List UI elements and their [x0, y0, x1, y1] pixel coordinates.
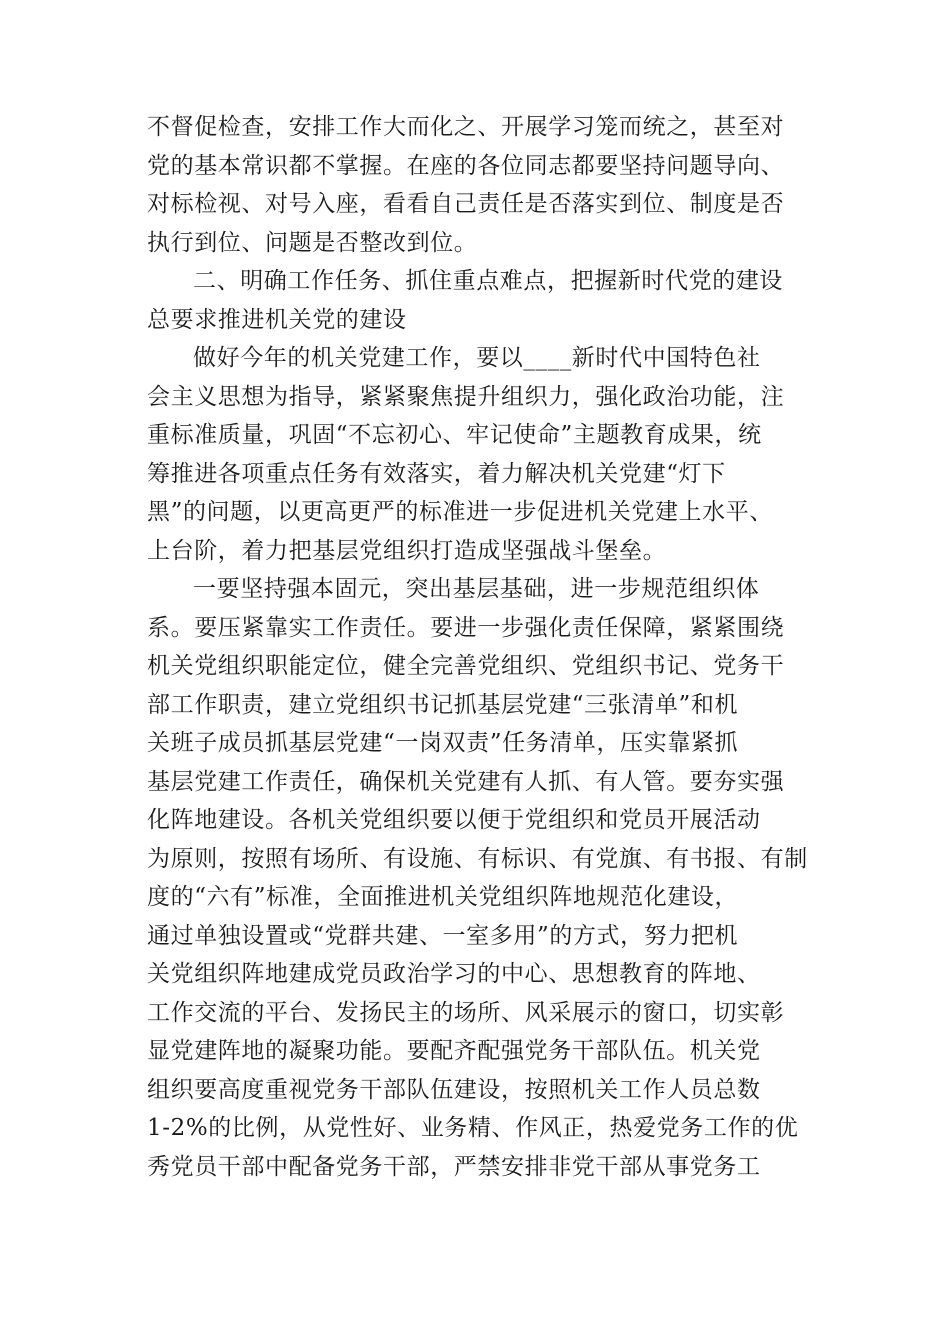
text-line: 基层党建工作责任，确保机关党建有人抓、有人管。要夯实强 [147, 768, 785, 795]
text-line: 不督促检查，安排工作大而化之、开展学习笼而统之，甚至对 [147, 114, 785, 140]
text-line: 机关党组织职能定位，健全完善党组织、党组织书记、党务干 [147, 653, 785, 679]
document-page [147, 108, 807, 1186]
text-line: 关班子成员抓基层党建“一岗双责”任务清单，压实靠紧抓 [147, 730, 739, 756]
text-line: 一要坚持强本固元，突出基层基础，进一步规范组织体 [193, 576, 760, 602]
text-line: 部工作职责，建立党组织书记抓基层党建“三张清单”和机 [147, 691, 739, 718]
text-line: 系。要压紧靠实工作责任。要进一步强化责任保障，紧紧围绕 [147, 614, 785, 641]
text-line: 度的“六有”标准，全面推进机关党组织阵地规范化建设， [147, 884, 739, 910]
text-line: 为原则，按照有场所、有设施、有标识、有党旗、有书报、有制 [147, 845, 808, 872]
text-line: 工作交流的平台、发扬民主的场所、风采展示的窗口，切实彰 [147, 999, 785, 1026]
text-line: 黑”的问题，以更高更严的标准进一步促进机关党建上水平、 [147, 499, 773, 525]
text-line: 通过单独设置或“党群共建、一室多用”的方式，努力把机 [147, 922, 739, 949]
text-line: 显党建阵地的凝聚功能。要配齐配强党务干部队伍。机关党 [147, 1038, 761, 1064]
text-line: 组织要高度重视党务干部队伍建设，按照机关工作人员总数 [147, 1076, 761, 1103]
text-line: 1-2%的比例，从党性好、业务精、作风正，热爱党务工作的优 [147, 1115, 799, 1141]
text-line: 化阵地建设。各机关党组织要以便于党组织和党员开展活动 [147, 807, 761, 833]
text-line: 对标检视、对号入座，看看自己责任是否落实到位、制度是否 [147, 191, 785, 217]
text-line: 筹推进各项重点任务有效落实，着力解决机关党建“灯下 [147, 460, 726, 487]
text-line: 上台阶，着力把基层党组织打造成坚强战斗堡垒。 [147, 537, 667, 564]
text-line: 做好今年的机关党建工作，要以____新时代中国特色社 [193, 345, 761, 371]
text-line: 关党组织阵地建成党员政治学习的中心、思想教育的阵地、 [147, 961, 761, 987]
text-line: 执行到位、问题是否整改到位。 [147, 229, 478, 256]
text-line: 重标准质量，巩固“不忘初心、牢记使命”主题教育成果，统 [147, 422, 762, 448]
text-line: 会主义思想为指导，紧紧聚焦提升组织力，强化政治功能，注 [147, 383, 785, 410]
section-heading-line: 总要求推进机关党的建设 [147, 306, 407, 333]
section-heading-line: 二、明确工作任务、抓住重点难点，把握新时代党的建设 [193, 268, 783, 294]
text-line: 秀党员干部中配备党务干部，严禁安排非党干部从事党务工 [147, 1153, 761, 1180]
text-line: 党的基本常识都不掌握。在座的各位同志都要坚持问题导向、 [147, 152, 785, 179]
